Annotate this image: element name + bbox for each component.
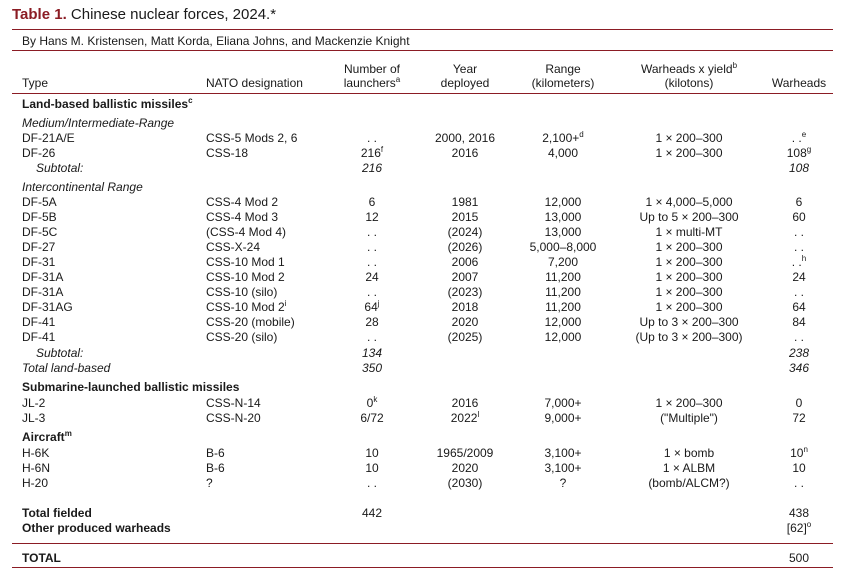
- cell-nato: (CSS-4 Mod 4): [206, 225, 287, 239]
- cell-range: 12,000: [544, 330, 582, 344]
- cell-type: JL-2: [22, 396, 46, 410]
- cell-warheads: 0: [795, 396, 803, 410]
- cell-launchers: 442: [361, 506, 383, 520]
- cell-type: Other produced warheads: [22, 521, 171, 535]
- cell-year: [425, 411, 505, 426]
- col-year-line2: deployed: [440, 76, 490, 90]
- cell-type: DF-21A/E: [22, 131, 75, 145]
- table-row: [0, 285, 845, 300]
- cell-year: 1981: [451, 195, 479, 209]
- cell-type: H-6N: [22, 461, 51, 475]
- section-land-label: [22, 97, 193, 112]
- cell-nato: CSS-10 (silo): [206, 285, 278, 299]
- cell-launchers: 134: [361, 346, 383, 360]
- table-row: [0, 300, 845, 315]
- cell-year: (2026): [447, 240, 483, 254]
- other-warheads-row: [0, 521, 845, 536]
- cell-year: 2016: [451, 396, 479, 410]
- section-land-sup: c: [188, 96, 193, 105]
- col-launchers-sup: a: [395, 75, 401, 84]
- total-row: [0, 551, 845, 566]
- cell-nato: [206, 300, 286, 315]
- cell-year: 2006: [451, 255, 479, 269]
- cell-launchers: . .: [366, 330, 377, 344]
- total-rule-bottom: [12, 567, 833, 568]
- subtotal-row: [0, 161, 845, 176]
- cell-type: H-6K: [22, 446, 50, 460]
- col-warheads: Warheads: [771, 76, 827, 90]
- cell-yield: 1 × 200–300: [655, 285, 723, 299]
- cell-type: DF-26: [22, 146, 56, 160]
- cell-warheads: [774, 521, 824, 536]
- cell-warheads: . .: [793, 330, 804, 344]
- col-launchers-line2: [332, 76, 412, 90]
- section-aircraft: [0, 430, 845, 445]
- cell-year: (2030): [447, 476, 483, 490]
- cell-nato: CSS-10 Mod 1: [206, 255, 285, 269]
- cell-range-sup: d: [579, 130, 584, 139]
- table-row: [0, 255, 845, 270]
- cell-warheads: 438: [788, 506, 810, 520]
- table-row: [0, 195, 845, 210]
- cell-warheads-sup: o: [806, 520, 812, 529]
- cell-nato: CSS-20 (silo): [206, 330, 278, 344]
- cell-launchers-value: 0: [366, 396, 374, 410]
- cell-warheads: 72: [792, 411, 806, 425]
- cell-type: DF-5A: [22, 195, 57, 209]
- cell-yield: 1 × multi-MT: [655, 225, 723, 239]
- col-yield-text: Warheads x yield: [640, 62, 733, 76]
- cell-launchers-sup: k: [373, 395, 378, 404]
- col-year-line1: Year: [452, 62, 478, 76]
- cell-warheads: 6: [795, 195, 803, 209]
- cell-launchers: 6/72: [360, 411, 384, 425]
- cell-range: 11,200: [545, 285, 581, 299]
- cell-year: 2020: [451, 315, 479, 329]
- cell-warheads-sup: e: [801, 130, 807, 139]
- section-aircraft-label: [22, 430, 72, 445]
- cell-warheads: . .: [793, 240, 804, 254]
- cell-range-value: 2,100+: [542, 131, 580, 145]
- cell-warheads: 84: [792, 315, 806, 329]
- cell-nato: CSS-20 (mobile): [206, 315, 295, 329]
- col-year: [425, 62, 505, 90]
- cell-launchers: 10: [365, 461, 379, 475]
- cell-type: DF-5B: [22, 210, 57, 224]
- cell-range: [523, 131, 603, 146]
- table-row: [0, 461, 845, 476]
- table-title: [12, 6, 276, 23]
- cell-range: 3,100+: [544, 461, 582, 475]
- cell-nato: CSS-5 Mods 2, 6: [206, 131, 298, 145]
- table-label: Table 1.: [12, 6, 67, 23]
- cell-warheads: 64: [792, 300, 806, 314]
- subsection-medium: [0, 116, 845, 131]
- cell-nato: CSS-10 Mod 2: [206, 270, 285, 284]
- cell-year: (2024): [447, 225, 483, 239]
- cell-launchers: 216: [361, 161, 383, 175]
- cell-year: 2020: [451, 461, 479, 475]
- cell-range: 9,000+: [544, 411, 582, 425]
- cell-yield: 1 × bomb: [663, 446, 715, 460]
- cell-yield: 1 × 200–300: [655, 240, 723, 254]
- col-yield-sup: b: [732, 61, 738, 70]
- cell-yield: 1 × 200–300: [655, 270, 723, 284]
- subtotal-row: [0, 346, 845, 361]
- table-row: [0, 330, 845, 345]
- cell-warheads-sup: h: [801, 254, 807, 263]
- cell-warheads: 10: [792, 461, 806, 475]
- cell-warheads-sup: g: [806, 145, 812, 154]
- cell-yield: Up to 5 × 200–300: [639, 210, 739, 224]
- cell-warheads-value: [62]: [786, 521, 807, 535]
- cell-range: 4,000: [547, 146, 579, 160]
- cell-launchers: [342, 146, 402, 161]
- cell-type: H-20: [22, 476, 49, 490]
- cell-yield: 1 × 200–300: [655, 131, 723, 145]
- total-fielded-row: [0, 506, 845, 521]
- cell-yield: 1 × 4,000–5,000: [645, 195, 733, 209]
- cell-type: DF-41: [22, 315, 56, 329]
- cell-type: DF-5C: [22, 225, 58, 239]
- table-row: [0, 210, 845, 225]
- subsection-icbm-label: Intercontinental Range: [22, 180, 143, 194]
- cell-warheads: 238: [788, 346, 810, 360]
- cell-year: 2007: [451, 270, 479, 284]
- col-launchers: [332, 62, 412, 90]
- col-launchers-text: launchers: [343, 76, 396, 90]
- cell-type: DF-27: [22, 240, 56, 254]
- col-yield-line1: [609, 62, 769, 76]
- table-title-text: Chinese nuclear forces, 2024.*: [70, 6, 277, 23]
- table-row: [0, 315, 845, 330]
- cell-nato: CSS-4 Mod 2: [206, 195, 279, 209]
- cell-range: 13,000: [544, 225, 582, 239]
- cell-type: Total fielded: [22, 506, 92, 520]
- cell-year-value: 2022: [450, 411, 478, 425]
- cell-yield: ("Multiple"): [660, 411, 718, 425]
- cell-range: 13,000: [544, 210, 582, 224]
- cell-warheads-value: . .: [791, 255, 802, 269]
- table-row: [0, 240, 845, 255]
- cell-type: Total land-based: [22, 361, 111, 375]
- cell-range: 11,200: [545, 300, 581, 314]
- cell-year: 2000, 2016: [434, 131, 496, 145]
- table-row: [0, 396, 845, 411]
- cell-warheads: [774, 146, 824, 161]
- cell-warheads: [774, 255, 824, 270]
- cell-nato: CSS-18: [206, 146, 249, 160]
- col-yield: [609, 62, 769, 90]
- cell-type: TOTAL: [22, 551, 61, 565]
- cell-warheads-sup: n: [803, 445, 808, 454]
- cell-year: 1965/2009: [436, 446, 494, 460]
- cell-type: DF-31A: [22, 285, 64, 299]
- cell-range: 7,200: [547, 255, 579, 269]
- cell-range: 7,000+: [544, 396, 582, 410]
- section-slbm: [0, 380, 845, 395]
- table-row: [0, 476, 845, 491]
- cell-warheads: 24: [792, 270, 806, 284]
- col-range-line1: Range: [545, 62, 581, 76]
- cell-yield: 1 × 200–300: [655, 255, 723, 269]
- cell-launchers: . .: [366, 225, 377, 239]
- cell-nato-sup: i: [284, 299, 287, 308]
- cell-launchers: . .: [366, 255, 377, 269]
- cell-warheads-value: . .: [791, 131, 802, 145]
- cell-yield: 1 × 200–300: [655, 300, 723, 314]
- cell-launchers: [342, 396, 402, 411]
- cell-year-sup: l: [477, 410, 480, 419]
- cell-nato: B-6: [206, 446, 225, 460]
- cell-year: 2016: [451, 146, 479, 160]
- cell-year: (2023): [447, 285, 483, 299]
- authors: By Hans M. Kristensen, Matt Korda, Eliana Johns, and Mackenzie Knight: [22, 34, 410, 48]
- cell-warheads: . .: [793, 225, 804, 239]
- table-row: [0, 411, 845, 426]
- cell-nato: CSS-4 Mod 3: [206, 210, 279, 224]
- cell-type: Subtotal:: [36, 346, 84, 360]
- cell-launchers: . .: [366, 131, 377, 145]
- cell-warheads: 346: [788, 361, 810, 375]
- cell-range: 5,000–8,000: [529, 240, 597, 254]
- cell-launchers: 6: [368, 195, 376, 209]
- authors-rule: [12, 50, 833, 51]
- cell-yield: Up to 3 × 200–300: [639, 315, 739, 329]
- col-type: Type: [22, 76, 49, 90]
- cell-type: DF-31AG: [22, 300, 73, 314]
- cell-yield: (bomb/ALCM?): [648, 476, 730, 490]
- cell-warheads: [774, 446, 824, 461]
- cell-warheads-value: 10: [790, 446, 804, 460]
- col-range-line2: (kilometers): [531, 76, 595, 90]
- cell-launchers-value: 216: [360, 146, 381, 160]
- cell-range: 12,000: [544, 195, 582, 209]
- cell-launchers: . .: [366, 476, 377, 490]
- cell-type: DF-41: [22, 330, 56, 344]
- cell-yield: 1 × ALBM: [662, 461, 716, 475]
- cell-nato: B-6: [206, 461, 225, 475]
- cell-launchers: 12: [365, 210, 379, 224]
- cell-warheads: [774, 131, 824, 146]
- section-land-based: [0, 97, 845, 112]
- cell-yield: 1 × 200–300: [655, 146, 723, 160]
- subsection-medium-label: Medium/Intermediate-Range: [22, 116, 175, 130]
- cell-warheads: 60: [792, 210, 806, 224]
- cell-launchers: . .: [366, 240, 377, 254]
- cell-type: Subtotal:: [36, 161, 84, 175]
- cell-range: 12,000: [544, 315, 582, 329]
- col-launchers-line1: Number of: [343, 62, 401, 76]
- col-range: [518, 62, 608, 90]
- cell-year: 2015: [451, 210, 479, 224]
- cell-nato: CSS-X-24: [206, 240, 261, 254]
- cell-warheads: . .: [793, 285, 804, 299]
- cell-yield: 1 × 200–300: [655, 396, 723, 410]
- cell-year: (2025): [447, 330, 483, 344]
- cell-year: 2018: [451, 300, 479, 314]
- cell-launchers-value: 64: [364, 300, 378, 314]
- cell-launchers: 350: [361, 361, 383, 375]
- cell-type: JL-3: [22, 411, 46, 425]
- table-row: [0, 225, 845, 240]
- cell-range: ?: [559, 476, 567, 490]
- header-rule: [12, 93, 833, 94]
- cell-nato: CSS-N-14: [206, 396, 261, 410]
- cell-nato-value: CSS-10 Mod 2: [206, 300, 285, 314]
- cell-type: DF-31A: [22, 270, 64, 284]
- cell-warheads-value: 108: [786, 146, 807, 160]
- cell-launchers: . .: [366, 285, 377, 299]
- col-nato: NATO designation: [206, 76, 303, 90]
- cell-range: 11,200: [545, 270, 581, 284]
- total-rule-top: [12, 543, 833, 544]
- table-row: [0, 446, 845, 461]
- table-row: [0, 131, 845, 146]
- section-aircraft-sup: m: [64, 429, 72, 438]
- col-yield-line2: (kilotons): [664, 76, 714, 90]
- cell-yield: (Up to 3 × 200–300): [635, 330, 743, 344]
- section-aircraft-text: Aircraft: [22, 430, 65, 444]
- table-row: [0, 270, 845, 285]
- cell-warheads: . .: [793, 476, 804, 490]
- cell-launchers-sup: j: [377, 299, 380, 308]
- table-row: [0, 146, 845, 161]
- subsection-icbm: [0, 180, 845, 195]
- cell-launchers: 10: [365, 446, 379, 460]
- section-land-text: Land-based ballistic missiles: [22, 97, 189, 111]
- cell-warheads: 108: [788, 161, 810, 175]
- cell-launchers-sup: f: [380, 145, 384, 154]
- cell-warheads: 500: [788, 551, 810, 565]
- cell-launchers: 24: [365, 270, 379, 284]
- section-slbm-label: Submarine-launched ballistic missiles: [22, 380, 240, 394]
- cell-launchers: [342, 300, 402, 315]
- cell-nato: CSS-N-20: [206, 411, 261, 425]
- cell-type: DF-31: [22, 255, 56, 269]
- total-land-row: [0, 361, 845, 376]
- title-rule: [12, 29, 833, 30]
- cell-nato: ?: [206, 476, 213, 490]
- cell-range: 3,100+: [544, 446, 582, 460]
- cell-launchers: 28: [365, 315, 379, 329]
